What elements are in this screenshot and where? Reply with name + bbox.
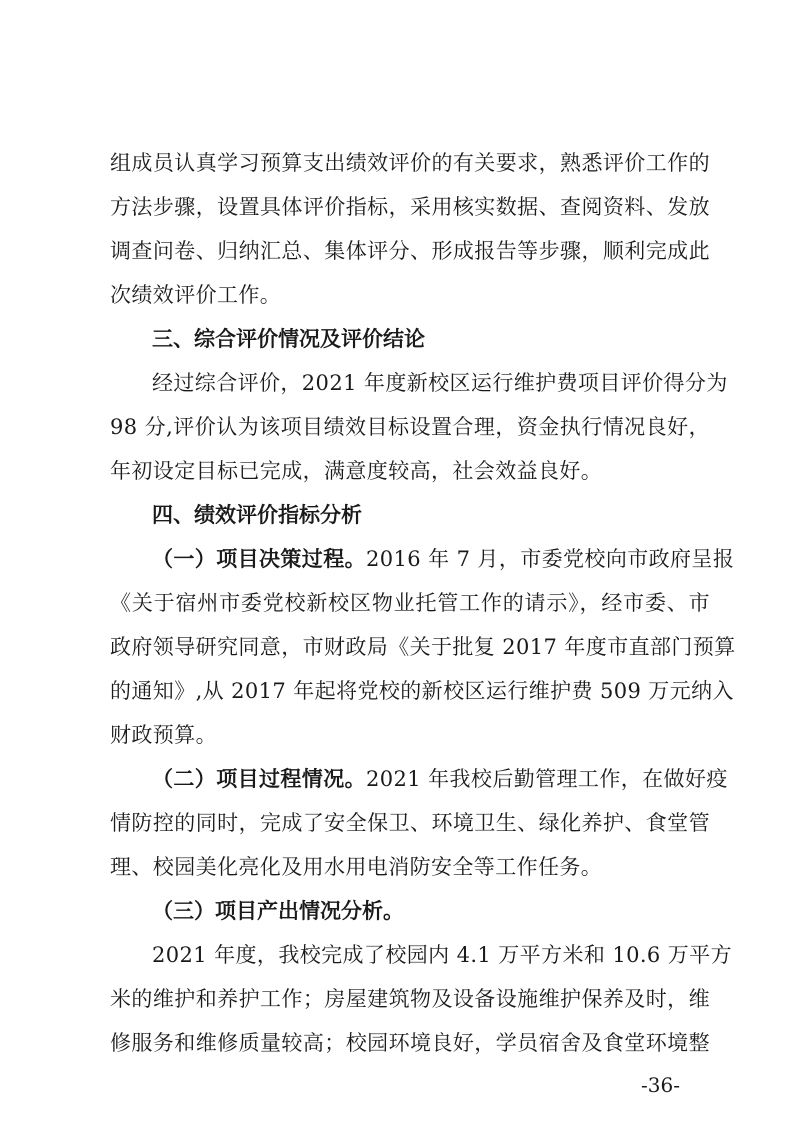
section-heading: 三、综合评价情况及评价结论 [152,327,425,351]
page-number: -36- [641,1073,680,1097]
body-line: 次绩效评价工作。 [110,283,282,307]
body-line: 修服务和维修质量较高；校园环境良好，学员宿舍及食堂环境整 [110,1031,710,1055]
body-line: 98 分,评价认为该项目绩效目标设置合理，资金执行情况良好， [110,415,710,439]
body-line: 财政预算。 [110,723,217,747]
subsection-text: 2016 年 7 月，市委党校向市政府呈报 [366,547,735,571]
body-line: 米的维护和养护工作；房屋建筑物及设备设施维护保养及时，维 [110,987,710,1011]
body-line: 组成员认真学习预算支出绩效评价的有关要求，熟悉评价工作的 [110,151,710,175]
subsection-first-line [152,544,735,574]
body-line: 2021 年度，我校完成了校园内 4.1 万平方米和 10.6 万平方 [152,943,732,967]
body-line: 年初设定目标已完成，满意度较高，社会效益良好。 [110,459,603,483]
subsection-text: 2021 年我校后勤管理工作，在做好疫 [366,767,728,791]
section-heading: 四、绩效评价指标分析 [152,503,362,527]
body-line: 的通知》,从 2017 年起将党校的新校区运行维护费 509 万元纳入 [110,679,734,703]
body-line: 调查问卷、归纳汇总、集体评分、形成报告等步骤，顺利完成此 [110,239,710,263]
body-line: 经过综合评价，2021 年度新校区运行维护费项目评价得分为 [152,371,728,395]
subsection-lead: （二）项目过程情况。 [152,767,366,791]
body-line: 《关于宿州市委党校新校区物业托管工作的请示》，经市委、市 [110,591,710,615]
body-line: 方法步骤，设置具体评价指标，采用核实数据、查阅资料、发放 [110,195,710,219]
subsection-first-line [152,764,728,794]
body-line: 情防控的同时，完成了安全保卫、环境卫生、绿化养护、食堂管 [110,811,710,835]
subsection-lead: （一）项目决策过程。 [152,547,366,571]
subsection-heading: （三）项目产出情况分析。 [152,899,404,923]
body-line: 理、校园美化亮化及用水用电消防安全等工作任务。 [110,855,603,879]
body-line: 政府领导研究同意，市财政局《关于批复 2017 年度市直部门预算 [110,635,736,659]
